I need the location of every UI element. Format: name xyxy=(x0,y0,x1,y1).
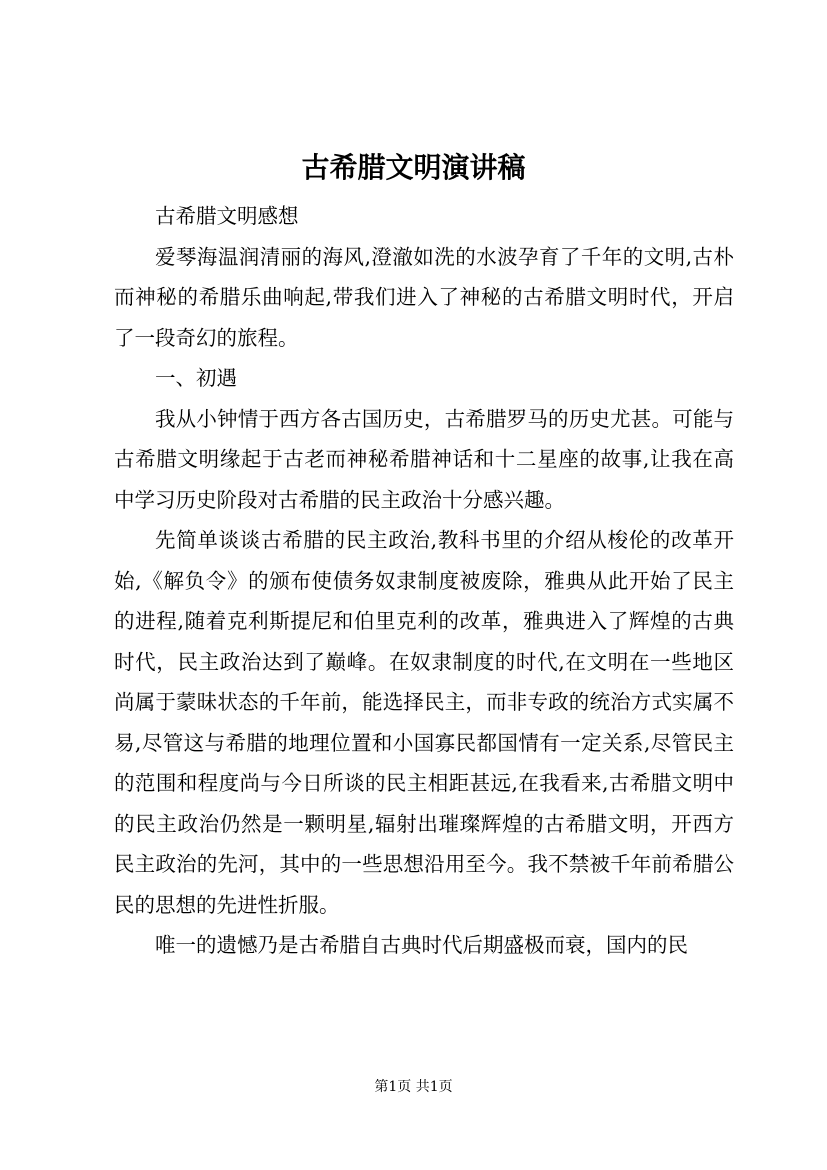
subtitle-paragraph: 古希腊文明感想 xyxy=(155,204,299,228)
document-body xyxy=(114,196,734,966)
section-heading: 一、初遇 xyxy=(155,366,237,390)
page-number-footer: 第1页 共1页 xyxy=(374,1079,453,1095)
body-paragraph: 爱琴海温润清丽的海风,澄澈如洗的水波孕育了千年的文明,古朴而神秘的希腊乐曲响起,带我们进入了神秘的古希腊文明时代，开启了一段奇幻的旅程。 xyxy=(114,244,734,350)
body-paragraph: 我从小钟情于西方各古国历史，古希腊罗马的历史尤甚。可能与古希腊文明缘起于古老而神秘希腊神话和十二星座的故事,让我在高中学习历史阶段对古希腊的民主政治十分感兴趣。 xyxy=(114,406,734,512)
document-title: 古希腊文明演讲稿 xyxy=(301,151,526,184)
body-paragraph: 唯一的遗憾乃是古希腊自古典时代后期盛极而衰，国内的民 xyxy=(155,933,688,957)
body-paragraph: 先简单谈谈古希腊的民主政治,教科书里的介绍从梭伦的改革开始,《解负令》的颁布使债务奴隶制度被废除，雅典从此开始了民主的进程,随着克利斯提尼和伯里克利的改革，雅典进入了辉煌的古典时代，民主政治达到了巅峰。在奴隶制度的时代,在文明在一些地区尚属于蒙昧状态的千年前，能选择民主，而非专政的统治方式实属不易,尽管这与希腊的地理位置和小国寡民都国情有一定关系,尽管民主的范围和程度尚与今日所谈的民主相距甚远,在我看来,古希腊文明中的民主政治仍然是一颗明星,辐射出璀璨辉煌的古希腊文明，开西方民主政治的先河，其中的一些思想沿用至今。我不禁被千年前希腊公民的思想的先进性折服。 xyxy=(114,528,734,917)
